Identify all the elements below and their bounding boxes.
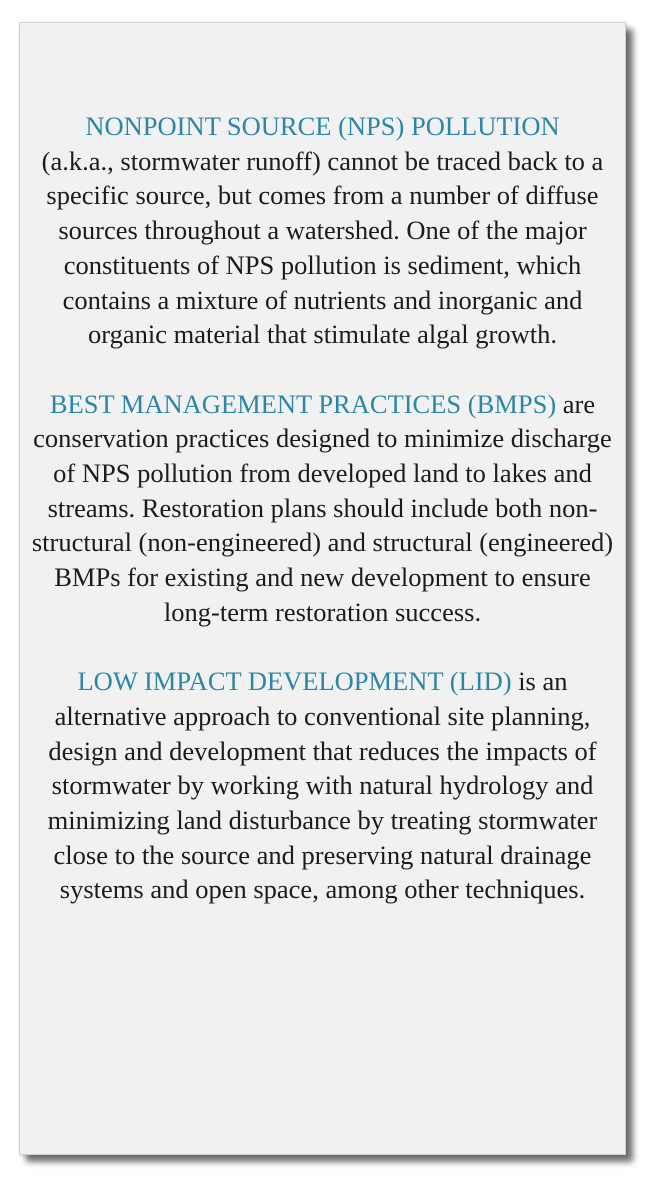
bmps-definition: are conservation practices designed to minimize discharge of NPS pollution from developed land to lakes and streams. Restoration plans should include both non-structural (non-engineered) and structural (engineered) BMPs for existing and new development to ensure long-term restoration success. <box>31 388 614 627</box>
bmps-paragraph <box>30 387 615 630</box>
nps-pollution-term: NONPOINT SOURCE (NPS) POLLUTION <box>85 111 560 141</box>
lid-definition: is an alternative approach to conventional site planning, design and development that reduces the impacts of stormwater by working with natural hydrology and minimizing land disturbance by treating stormwater close to the source and preserving natural drainage systems and open space, among other techniques. <box>47 666 598 905</box>
lid-paragraph <box>30 664 615 907</box>
nps-pollution-definition: (a.k.a., stormwater runoff) cannot be traced back to a specific source, but comes from a number of diffuse sources throughout a watershed. One of the major constituents of NPS pollution is sediment, which contains a mixture of nutrients and inorganic and organic material that stimulate algal growth. <box>41 145 604 350</box>
bmps-term: BEST MANAGEMENT PRACTICES (BMPS) <box>49 388 557 419</box>
definitions-sidebar-box <box>19 22 626 1155</box>
lid-term: LOW IMPACT DEVELOPMENT (LID) <box>77 666 512 697</box>
nps-pollution-paragraph <box>30 109 615 352</box>
definitions-content <box>30 109 615 942</box>
